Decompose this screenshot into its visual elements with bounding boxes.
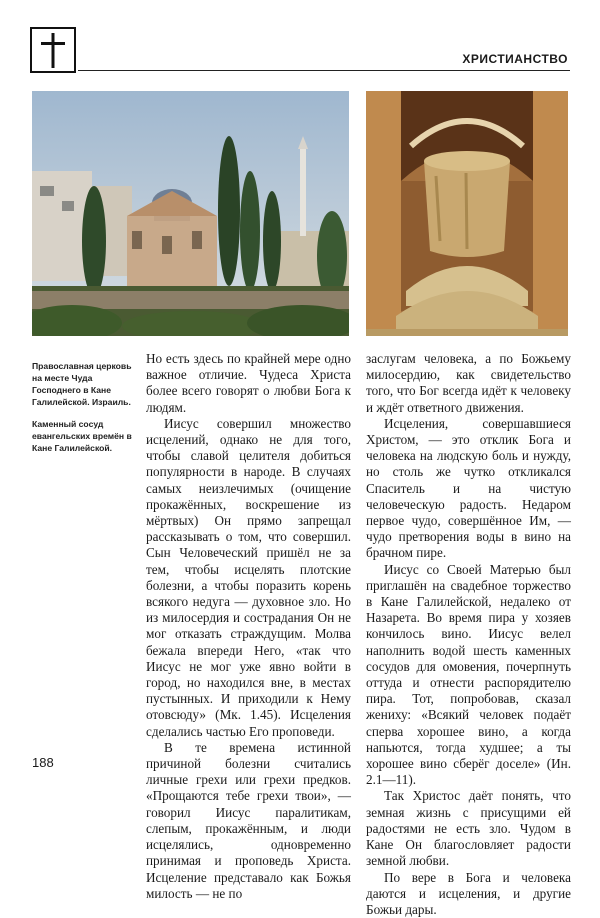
header-rule	[78, 70, 570, 71]
column-right	[366, 351, 571, 918]
paragraph: Исцеления, совершавшиеся Христом, — это отклик Бога и человека на людскую боль и нужду, но столь же чутко откликался Спаситель и на чистую человеческую радость. Недаром первое чудо, совершённое Им, — чудо претворения воды в вино на брачном пире.	[366, 416, 571, 562]
stone-vessel-photo	[366, 91, 568, 336]
paragraph: Так Христос даёт понять, что земная жизнь с присущими ей радостями не есть зло. Чудом в Кане Он благословляет радости земной любви.	[366, 788, 571, 869]
paragraph: Иисус совершил множество исцелений, однако не для того, чтобы славой целителя добиться популярности в народе. В случаях самых неизлечимых (очищение прокажённых, воскрешение из мёртвых) Он прямо запрещал рассказывать о том, что совершил. Сын Человеческий пришёл не за тем, чтобы исцелять плотские болезни, а чтобы поразить корень всякого недуга — духовное зло. Но из милосердия и сострадания Он не мог отказать страждущим. Молва бежала впереди Него, «так что Иисус не мог уже явно войти в город, но находился вне, в местах пустынных. И приходили к Нему отовсюду» (Мк. 1.45). Исцеления сделались частью Его проповеди.	[146, 416, 351, 740]
cross-icon	[32, 29, 74, 71]
paragraph: Но есть здесь по крайней мере одно важное отличие. Чудеса Христа более всего говорят о любви Бога к людям.	[146, 351, 351, 416]
cross-logo-box	[30, 27, 76, 73]
caption-vessel: Каменный сосуд евангельских времён в Кане Галилейской.	[32, 418, 132, 454]
paragraph: Иисус со Своей Матерью был приглашён на свадебное торжество в Кане Галилейской, недалеко от Назарета. Во время пира у хозяев кончилось вино. Иисус велел наполнить водой шесть каменных сосудов для омовения, почерпнуть оттуда и отнести распорядителю пира. Тот, попробовав, сказал жениху: «Всякий человек подаёт сперва хорошее вино, а когда напьются, тогда худшее; а ты хорошее вино сберёг доселе» (Ин. 2.1—11).	[366, 562, 571, 789]
column-middle	[146, 351, 351, 902]
section-title: ХРИСТИАНСТВО	[462, 52, 568, 66]
page-number: 188	[32, 755, 54, 770]
paragraph: По вере в Бога и человека даются и исцеления, и другие Божьи дары.	[366, 870, 571, 918]
church-photo	[32, 91, 349, 336]
paragraph: В те времена истинной причиной болезни считались личные грехи или грехи предков. «Прощаются тебе грехи твои», — говорил Иисус паралитикам, слепым, прокажённым, и люди исцелялись, одновременно принимая и проповедь Христа. Исцеление представало как Божья милость — не по	[146, 740, 351, 902]
paragraph: заслугам человека, а по Божьему милосердию, как свидетельство того, что Бог всегда идёт к человеку и ждёт ответного движения.	[366, 351, 571, 416]
caption-church: Православная церковь на месте Чуда Господнего в Кане Галилейской. Израиль.	[32, 360, 132, 408]
